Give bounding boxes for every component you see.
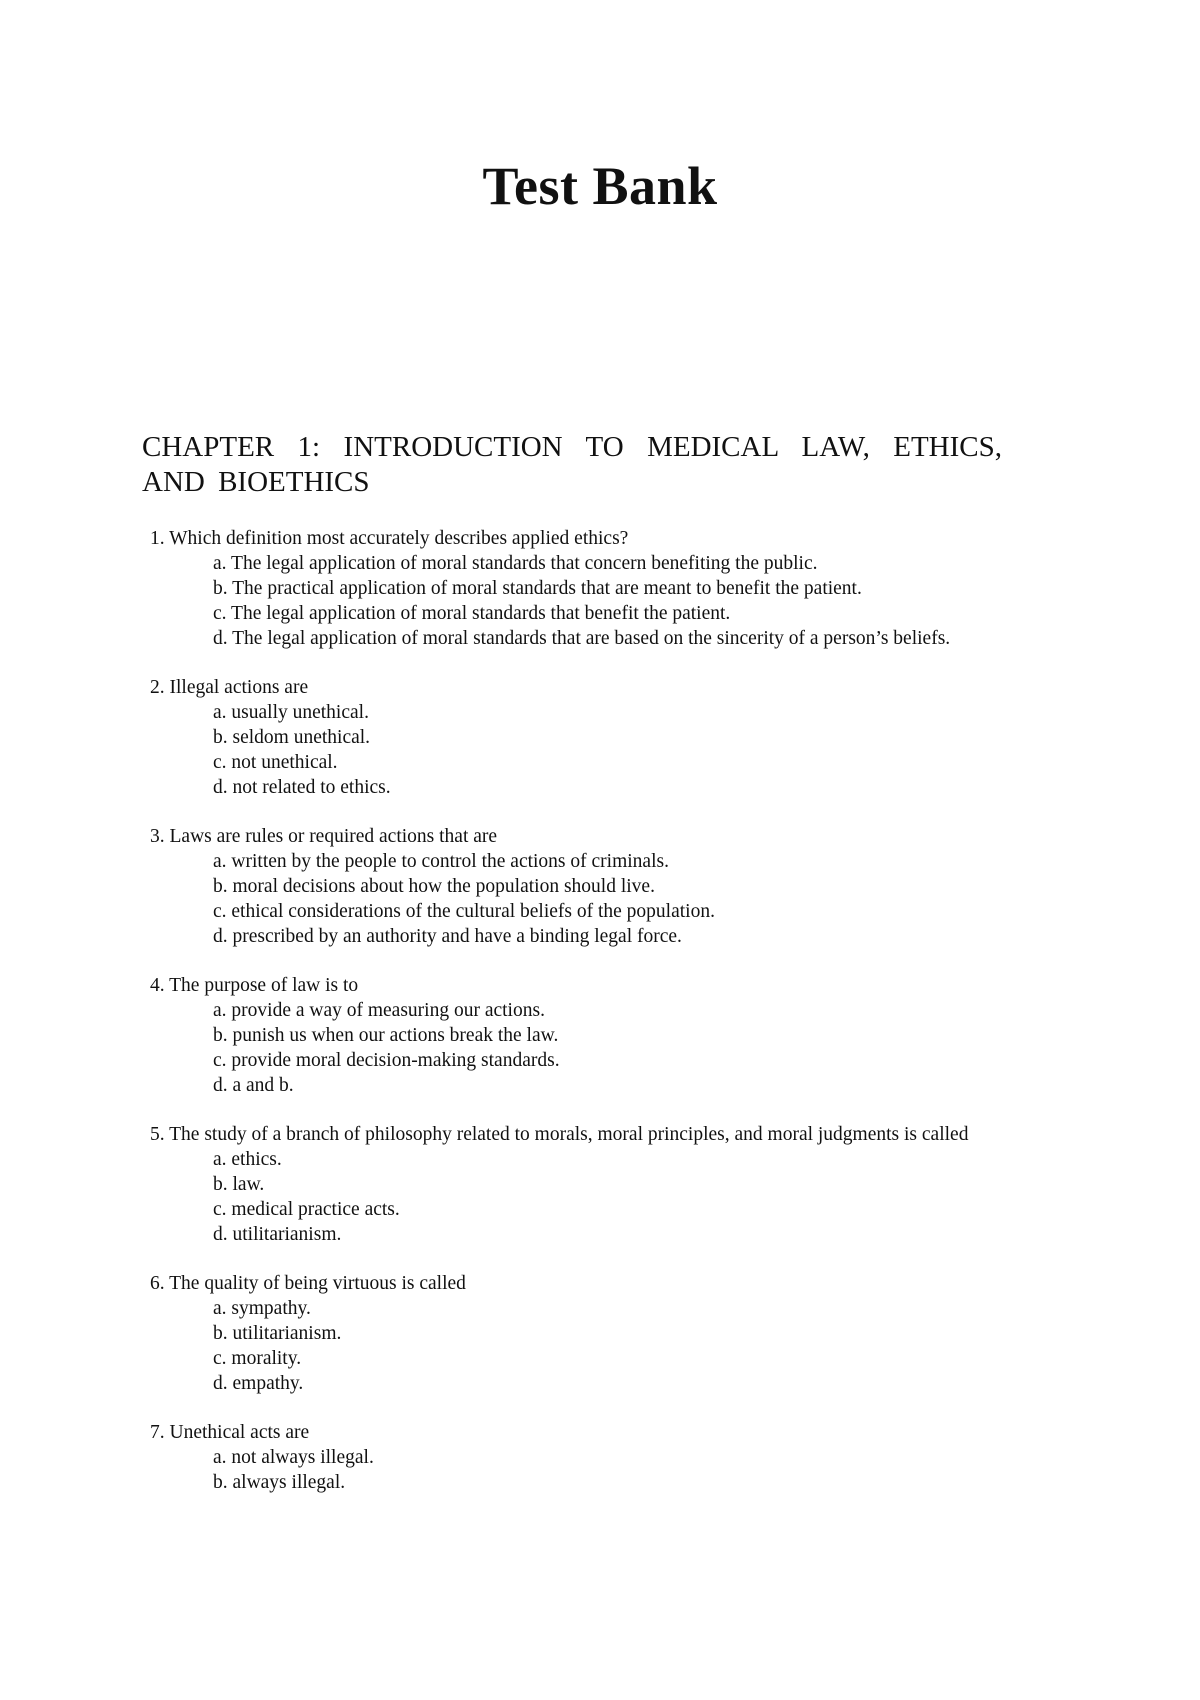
answer-option: b. law.	[213, 1174, 265, 1195]
answer-option: b. punish us when our actions break the law.	[213, 1025, 559, 1046]
answer-option: c. The legal application of moral standards that benefit the patient.	[213, 603, 731, 624]
answer-options	[150, 700, 1150, 800]
question-stem: 6. The quality of being virtuous is called	[150, 1273, 466, 1294]
answer-option: a. ethics.	[213, 1149, 282, 1170]
answer-options	[150, 849, 1150, 949]
answer-options	[150, 1296, 1150, 1396]
answer-options	[150, 551, 1150, 651]
answer-option: a. sympathy.	[213, 1298, 311, 1319]
answer-options	[150, 1445, 1150, 1495]
answer-option: d. empathy.	[213, 1373, 304, 1394]
answer-option: b. always illegal.	[213, 1472, 346, 1493]
answer-option: d. not related to ethics.	[213, 777, 391, 798]
answer-option: d. prescribed by an authority and have a binding legal force.	[213, 926, 682, 947]
question-item	[150, 526, 1150, 651]
answer-option: d. The legal application of moral standards that are based on the sincerity of a person’s beliefs.	[213, 628, 951, 649]
answer-option: c. morality.	[213, 1348, 302, 1369]
page-title: Test Bank	[482, 156, 718, 216]
question-item	[150, 824, 1150, 949]
answer-options	[150, 998, 1150, 1098]
question-stem: 1. Which definition most accurately describes applied ethics?	[150, 528, 629, 549]
answer-option: b. utilitarianism.	[213, 1323, 342, 1344]
answer-option: a. usually unethical.	[213, 702, 369, 723]
question-item	[150, 1420, 1150, 1495]
answer-option: c. not unethical.	[213, 752, 338, 773]
answer-option: c. medical practice acts.	[213, 1199, 400, 1220]
answer-option: b. moral decisions about how the population should live.	[213, 876, 655, 897]
answer-option: a. written by the people to control the actions of criminals.	[213, 851, 669, 872]
question-item	[150, 675, 1150, 800]
question-item	[150, 973, 1150, 1098]
question-stem: 5. The study of a branch of philosophy related to morals, moral principles, and moral judgments is called	[150, 1124, 969, 1145]
answer-options	[150, 1147, 1150, 1247]
question-stem: 4. The purpose of law is to	[150, 975, 359, 996]
question-stem: 7. Unethical acts are	[150, 1422, 310, 1443]
question-item	[150, 1122, 1150, 1247]
question-list	[150, 526, 1150, 1519]
answer-option: a. provide a way of measuring our actions.	[213, 1000, 545, 1021]
answer-option: a. The legal application of moral standards that concern benefiting the public.	[213, 553, 818, 574]
question-item	[150, 1271, 1150, 1396]
chapter-heading: CHAPTER 1: INTRODUCTION TO MEDICAL LAW, ETHICS, AND BIOETHICS	[142, 431, 1002, 498]
answer-option: d. a and b.	[213, 1075, 294, 1096]
answer-option: b. The practical application of moral standards that are meant to benefit the patient.	[213, 578, 862, 599]
answer-option: c. ethical considerations of the cultural beliefs of the population.	[213, 901, 715, 922]
answer-option: c. provide moral decision-making standards.	[213, 1050, 560, 1071]
answer-option: d. utilitarianism.	[213, 1224, 342, 1245]
answer-option: a. not always illegal.	[213, 1447, 374, 1468]
question-stem: 3. Laws are rules or required actions that are	[150, 826, 498, 847]
answer-option: b. seldom unethical.	[213, 727, 371, 748]
question-stem: 2. Illegal actions are	[150, 677, 309, 698]
